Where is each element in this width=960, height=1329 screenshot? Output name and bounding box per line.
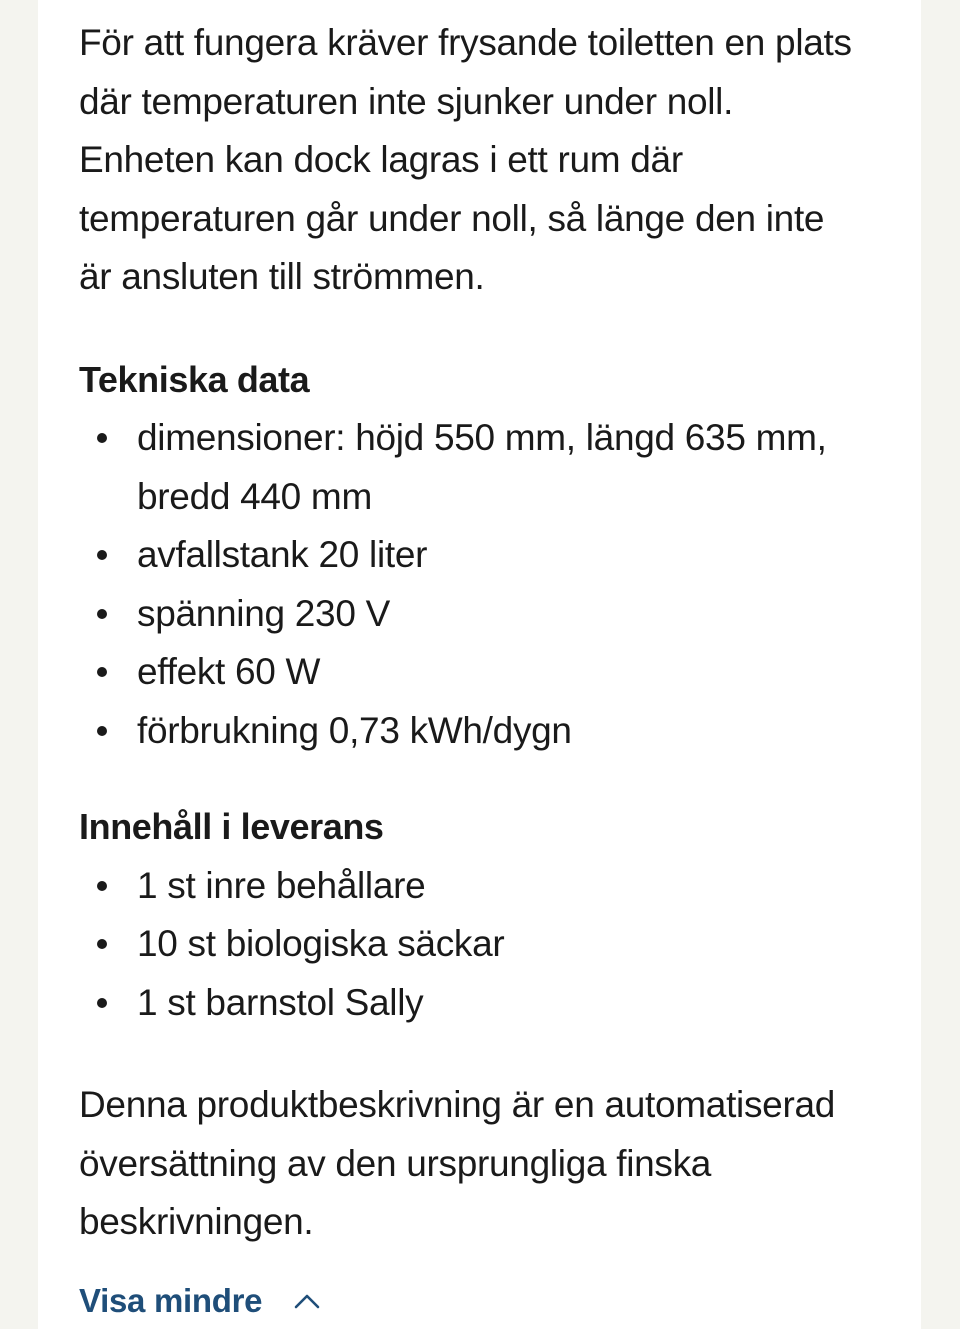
list-item <box>79 915 889 974</box>
intro-line: För att fungera kräver frysande toiletten en plats <box>79 22 852 63</box>
chevron-up-icon <box>292 1291 322 1311</box>
product-description-card <box>38 0 921 1329</box>
bullet-icon <box>97 550 107 560</box>
technical-data-list <box>79 409 889 760</box>
list-item-text: förbrukning 0,73 kWh/dygn <box>137 709 572 751</box>
disclaimer-line: Denna produktbeskrivning är en automatiserad <box>79 1084 836 1125</box>
list-item-text: 10 st biologiska säckar <box>137 923 505 964</box>
intro-line: där temperaturen inte sjunker under noll. <box>79 80 734 122</box>
list-item-text: avfallstank 20 liter <box>137 534 428 575</box>
list-item <box>79 974 889 1033</box>
list-item <box>79 585 889 644</box>
intro-line: är ansluten till strömmen. <box>79 256 485 297</box>
list-item <box>79 643 889 702</box>
bullet-icon <box>97 667 107 677</box>
list-item <box>79 526 889 585</box>
product-description <box>79 14 889 1320</box>
bullet-icon <box>97 433 107 443</box>
bullet-icon <box>97 998 107 1008</box>
bullet-icon <box>97 881 107 891</box>
technical-data-heading: Tekniska data <box>79 358 310 400</box>
list-item-text: bredd 440 mm <box>137 475 372 517</box>
list-item-text: dimensioner: höjd 550 mm, längd 635 mm, <box>137 417 827 458</box>
show-less-label: Visa mindre <box>79 1281 263 1319</box>
list-item-text: 1 st barnstol Sally <box>137 981 424 1023</box>
list-item <box>79 702 889 761</box>
intro-paragraph <box>79 14 889 307</box>
delivery-contents-list <box>79 857 889 1033</box>
delivery-contents-heading: Innehåll i leverans <box>79 806 384 847</box>
list-item-text: effekt 60 W <box>137 651 321 692</box>
list-item <box>79 409 889 526</box>
list-item-text: 1 st inre behållare <box>137 864 426 906</box>
intro-line: Enheten kan dock lagras i ett rum där <box>79 139 683 180</box>
show-less-button[interactable] <box>79 1282 889 1320</box>
intro-line: temperaturen går under noll, så länge den inte <box>79 197 825 239</box>
list-item-text: spänning 230 V <box>137 592 390 634</box>
bullet-icon <box>97 939 107 949</box>
list-item <box>79 857 889 916</box>
bullet-icon <box>97 609 107 619</box>
disclaimer-line: översättning av den ursprungliga finska <box>79 1142 712 1184</box>
disclaimer-line: beskrivningen. <box>79 1201 314 1242</box>
bullet-icon <box>97 726 107 736</box>
translation-disclaimer <box>79 1076 889 1252</box>
